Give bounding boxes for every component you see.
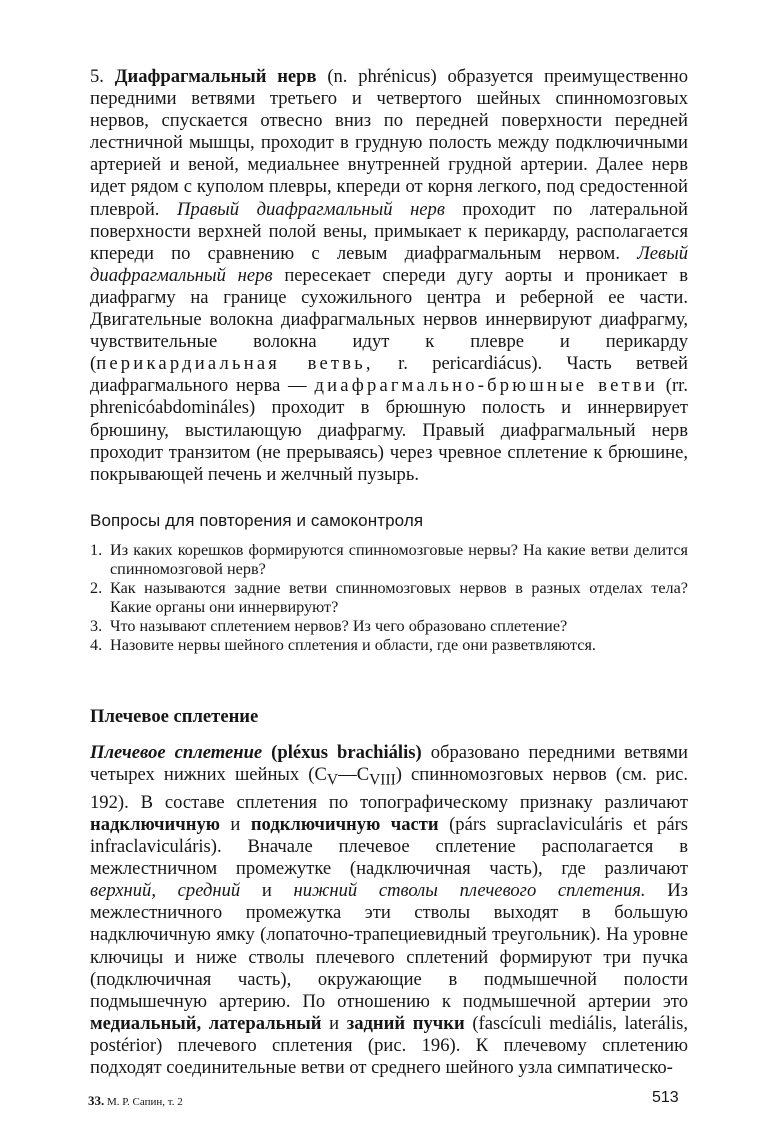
signature-mark: 33. М. Р. Сапин, т. 2: [88, 1093, 183, 1108]
phrenic-nerve-paragraph: 5. Диафрагмальный нерв (n. phrénicus) образуется преимущественно передними ветвями третьего и четвертого шейных спинномозговых нервов, спускается отвесно вниз по передней поверхности передней лестничной мышцы, проходит в грудную полость между подключичными артерией и веной, медиальнее внутренней грудной артерии. Далее нерв идет рядом с куполом плевры, кпереди от корня легкого, под средостенной плеврой. Правый диафрагмальный нерв проходит по латеральной поверхности верхней полой вены, примыкает к перикарду, располагается кпереди по сравнению с левым диафрагмальным нервом. Левый диафрагмальный нерв пересекает спереди дугу аорты и проникает в диафрагму на границе сухожильного центра и реберной ее части. Двигательные волокна диафрагмальных нервов иннервируют диафрагму, чувствительные волокна идут к плевре и перикарду (перикардиальная ветвь, r. pericardiácus). Часть ветвей диафрагмального нерва — диафрагмально-брюшные ветви (rr. phrenicóabdomináles) проходит в брюшную полость и иннервирует брюшину, выстилающую диафрагму. Правый диафрагмальный нерв проходит транзитом (не прерываясь) через чревное сплетение к брюшине, покрывающей печень и желчный пузырь.: [90, 66, 688, 485]
question-item: 4. Назовите нервы шейного сплетения и области, где они разветвляются.: [90, 636, 596, 655]
term-brachial-plexus: Плечевое сплетение: [90, 742, 263, 763]
term-left-phrenic: Левый диафрагмальный нерв: [90, 242, 688, 286]
section-title: Плечевое сплетение: [90, 706, 259, 727]
question-item: 2. Как называются задние ветви спинномозговых нервов в разных отделах тела? Какие органы они иннервируют?: [90, 579, 688, 617]
term-phrenic-nerve: Диафрагмальный нерв: [114, 66, 317, 87]
brachial-plexus-paragraph: Плечевое сплетение (pléxus brachiális) образовано передними ветвями четырех нижних шейных $(C_V—C_{VIII})$ спинномозговых нервов (см. рис. 192). В составе сплетения по топографическому признаку различают надключичную и подключичную части (párs supraclaviculáris et párs infraclaviculáris). Вначале плечевое сплетение располагается в межлестничном промежутке (надключичная часть), где различают верхний, средний и нижний стволы плечевого сплетения. Из межлестничного промежутка эти стволы выходят в большую надключичную ямку (лопаточно-трапециевидный треугольник). На уровне ключицы и ниже стволы плечевого сплетений формируют три пучка (подключичная часть), окружающие в подмышечной полости подмышечную артерию. По отношению к подмышечной артерии это медиальный, латеральный и задний пучки (fascículi mediális, laterális, postérior) плечевого сплетения (рис. 196). К плечевому сплетению подходят соединительные ветви от среднего шейного узла симпатическо-: [90, 742, 689, 1079]
page-number: 513: [652, 1089, 679, 1106]
spaced-term-pericardial: перикардиальная ветвь,: [96, 353, 374, 375]
term-latin: (pléxus brachiális): [262, 742, 422, 763]
question-item: 1. Из каких корешков формируются спинномозговые нервы? На какие ветви делится спинномозговой нерв?: [90, 541, 688, 579]
term-right-phrenic: Правый диафрагмальный нерв: [177, 198, 445, 220]
question-item: 3. Что называют сплетением нервов? Из чего образовано сплетение?: [90, 617, 568, 636]
questions-list: [90, 541, 688, 656]
spaced-term-abdominal: диафрагмально-брюшные ветви: [314, 375, 658, 397]
questions-heading: Вопросы для повторения и самоконтроля: [90, 511, 424, 530]
item-number: 5.: [90, 66, 115, 87]
